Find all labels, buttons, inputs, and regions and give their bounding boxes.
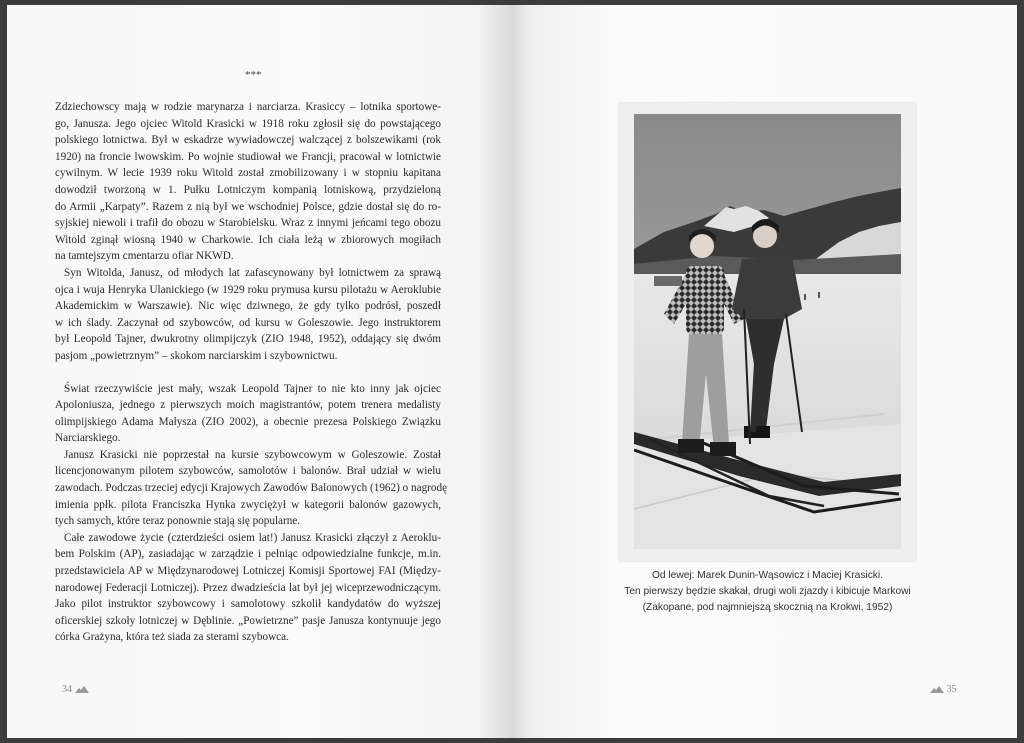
caption-line: (Zakopane, pod najmniejszą skocznią na Krokwi, 1952)	[642, 602, 893, 613]
text-line: Akademickim w Warszawie). Nic więc dziwnego, że gdy tylko podrósł, poszedł	[55, 300, 441, 313]
photo-caption	[619, 568, 916, 616]
text-line: Apoloniusza, jednego z pierwszych moich magistrantów, potem trenera medalisty	[55, 399, 441, 412]
text-line: Zdziechowscy mają w rodzie marynarza i narciarza. Krasiccy – lotnika sportowe-	[55, 101, 441, 113]
text-line: Całe zawodowe życie (czterdzieści osiem lat!) Janusz Krasicki złączył z Aeroklu-	[64, 531, 441, 544]
text-line: na tamtejszym cmentarzu ofiar NKWD.	[55, 250, 234, 263]
text-line: Syn Witolda, Janusz, od młodych lat zafascynowany był lotnictwem za sprawą	[64, 266, 441, 279]
text-line: olimpijskiego Adama Małysza (ZIO 2002), a obecnie prezesa Polskiego Związku	[55, 415, 441, 428]
text-line: polskiego lotnictwa. Był w eskadrze wywiadowczej walczącej z bolszewikami (rok	[55, 134, 441, 147]
text-line: tych samych, które teraz ponownie stają się popularne.	[55, 515, 301, 528]
mountain-icon	[75, 686, 89, 693]
page-number-left	[62, 684, 89, 695]
text-line: go, Janusza. Jego ojciec Witold Krasicki w 1918 roku zgłosił się do powstającego	[55, 117, 441, 130]
text-line: w ich ślady. Zaczynał od szybowców, od kursu w Goleszowie. Jego instruktorem	[55, 316, 441, 329]
text-line: córka Grażyna, która też siada za sterami szybowca.	[55, 631, 289, 644]
text-line: pasjom „powietrznym” – skokom narciarskim i szybownictwu.	[55, 349, 338, 362]
photo-frame	[619, 103, 916, 561]
text-line: był Leopold Tajner, dwukrotny olimpijczyk (ZIO 1948, 1952), oddający się dwóm	[55, 333, 441, 346]
skiers-photo	[634, 114, 901, 549]
caption-line: Ten pierwszy będzie skakał, drugi woli zjazdy i kibicuje Markowi	[624, 586, 911, 597]
text-line: Jako pilot instruktor szybowcowy i samolotowy szkolił kandydatów do wyższej	[55, 598, 441, 611]
page-number-left-text: 34	[62, 684, 72, 695]
text-line: ojca i wuja Henryka Ulanickiego (w 1929 roku prymusa kursu pilotażu w Aeroklubie	[55, 283, 441, 296]
text-line: bem Polskim (AP), zasiadając w zarządzie i pełniąc odpowiedzialne funkcje, m.in.	[55, 548, 441, 561]
text-line: oficerskiej szkoły lotniczej w Dęblinie. „Powietrzne” pasje Janusza kontynuuje jego	[55, 614, 441, 627]
text-line: licencjonowanym pilotem szybowców, samolotów i balonów. Brał udział w wielu	[55, 465, 441, 478]
paragraph-gap	[55, 365, 441, 381]
page-number-right	[930, 684, 957, 695]
caption-line: Od lewej: Marek Dunin-Wąsowicz i Maciej Krasicki.	[652, 570, 883, 581]
text-line: 1920) na froncie lwowskim. Po wojnie studiował we Francji, pracował w lotnictwie	[55, 150, 441, 163]
mountain-icon	[930, 686, 944, 693]
text-line: Świat rzeczywiście jest mały, wszak Leopold Tajner to nie kto inny jak ojciec	[64, 382, 441, 395]
text-line: do Armii „Karpaty”. Razem z nią był we wschodniej Polsce, gdzie dostał się do ro-	[55, 200, 441, 213]
text-line: Witold zginął wiosną 1940 w Charkowie. Ich ciała leżą w zbiorowych mogiłach	[55, 233, 441, 246]
text-line: Janusz Krasicki nie poprzestał na kursie szybowcowym w Goleszowie. Został	[64, 448, 441, 461]
text-line: dowodził tworzoną w 1. Pułku Lotniczym kompanią lotniskową, przydzieloną	[55, 183, 441, 196]
text-line: syjskiej niewoli i trafił do obozu w Starobielsku. Wraz z innymi jeńcami tego obozu	[55, 217, 441, 230]
text-line: narodowej Federacji Lotniczej). Przez dwadzieścia lat był jej wiceprzewodniczącym.	[55, 581, 441, 594]
text-line: Narciarskiego.	[55, 432, 121, 445]
page-number-right-text: 35	[946, 684, 957, 695]
section-break-mark: ***	[245, 69, 262, 81]
text-line: zawodach. Podczas trzeciej edycji Krajowych Zawodów Balonowych (1962) o nagrodę	[55, 482, 448, 495]
text-line: cywilnym. W lecie 1939 roku Witold został zmobilizowany i w stopniu kapitana	[55, 167, 441, 180]
body-text	[55, 99, 448, 646]
text-line: imienia ppłk. pilota Franciszka Hynka zwyciężył w kategorii balonów gazowych,	[55, 498, 441, 511]
text-line: przedstawiciela AP w Międzynarodowej Lotniczej Komisji Sportowej FAI (Między-	[55, 565, 441, 578]
